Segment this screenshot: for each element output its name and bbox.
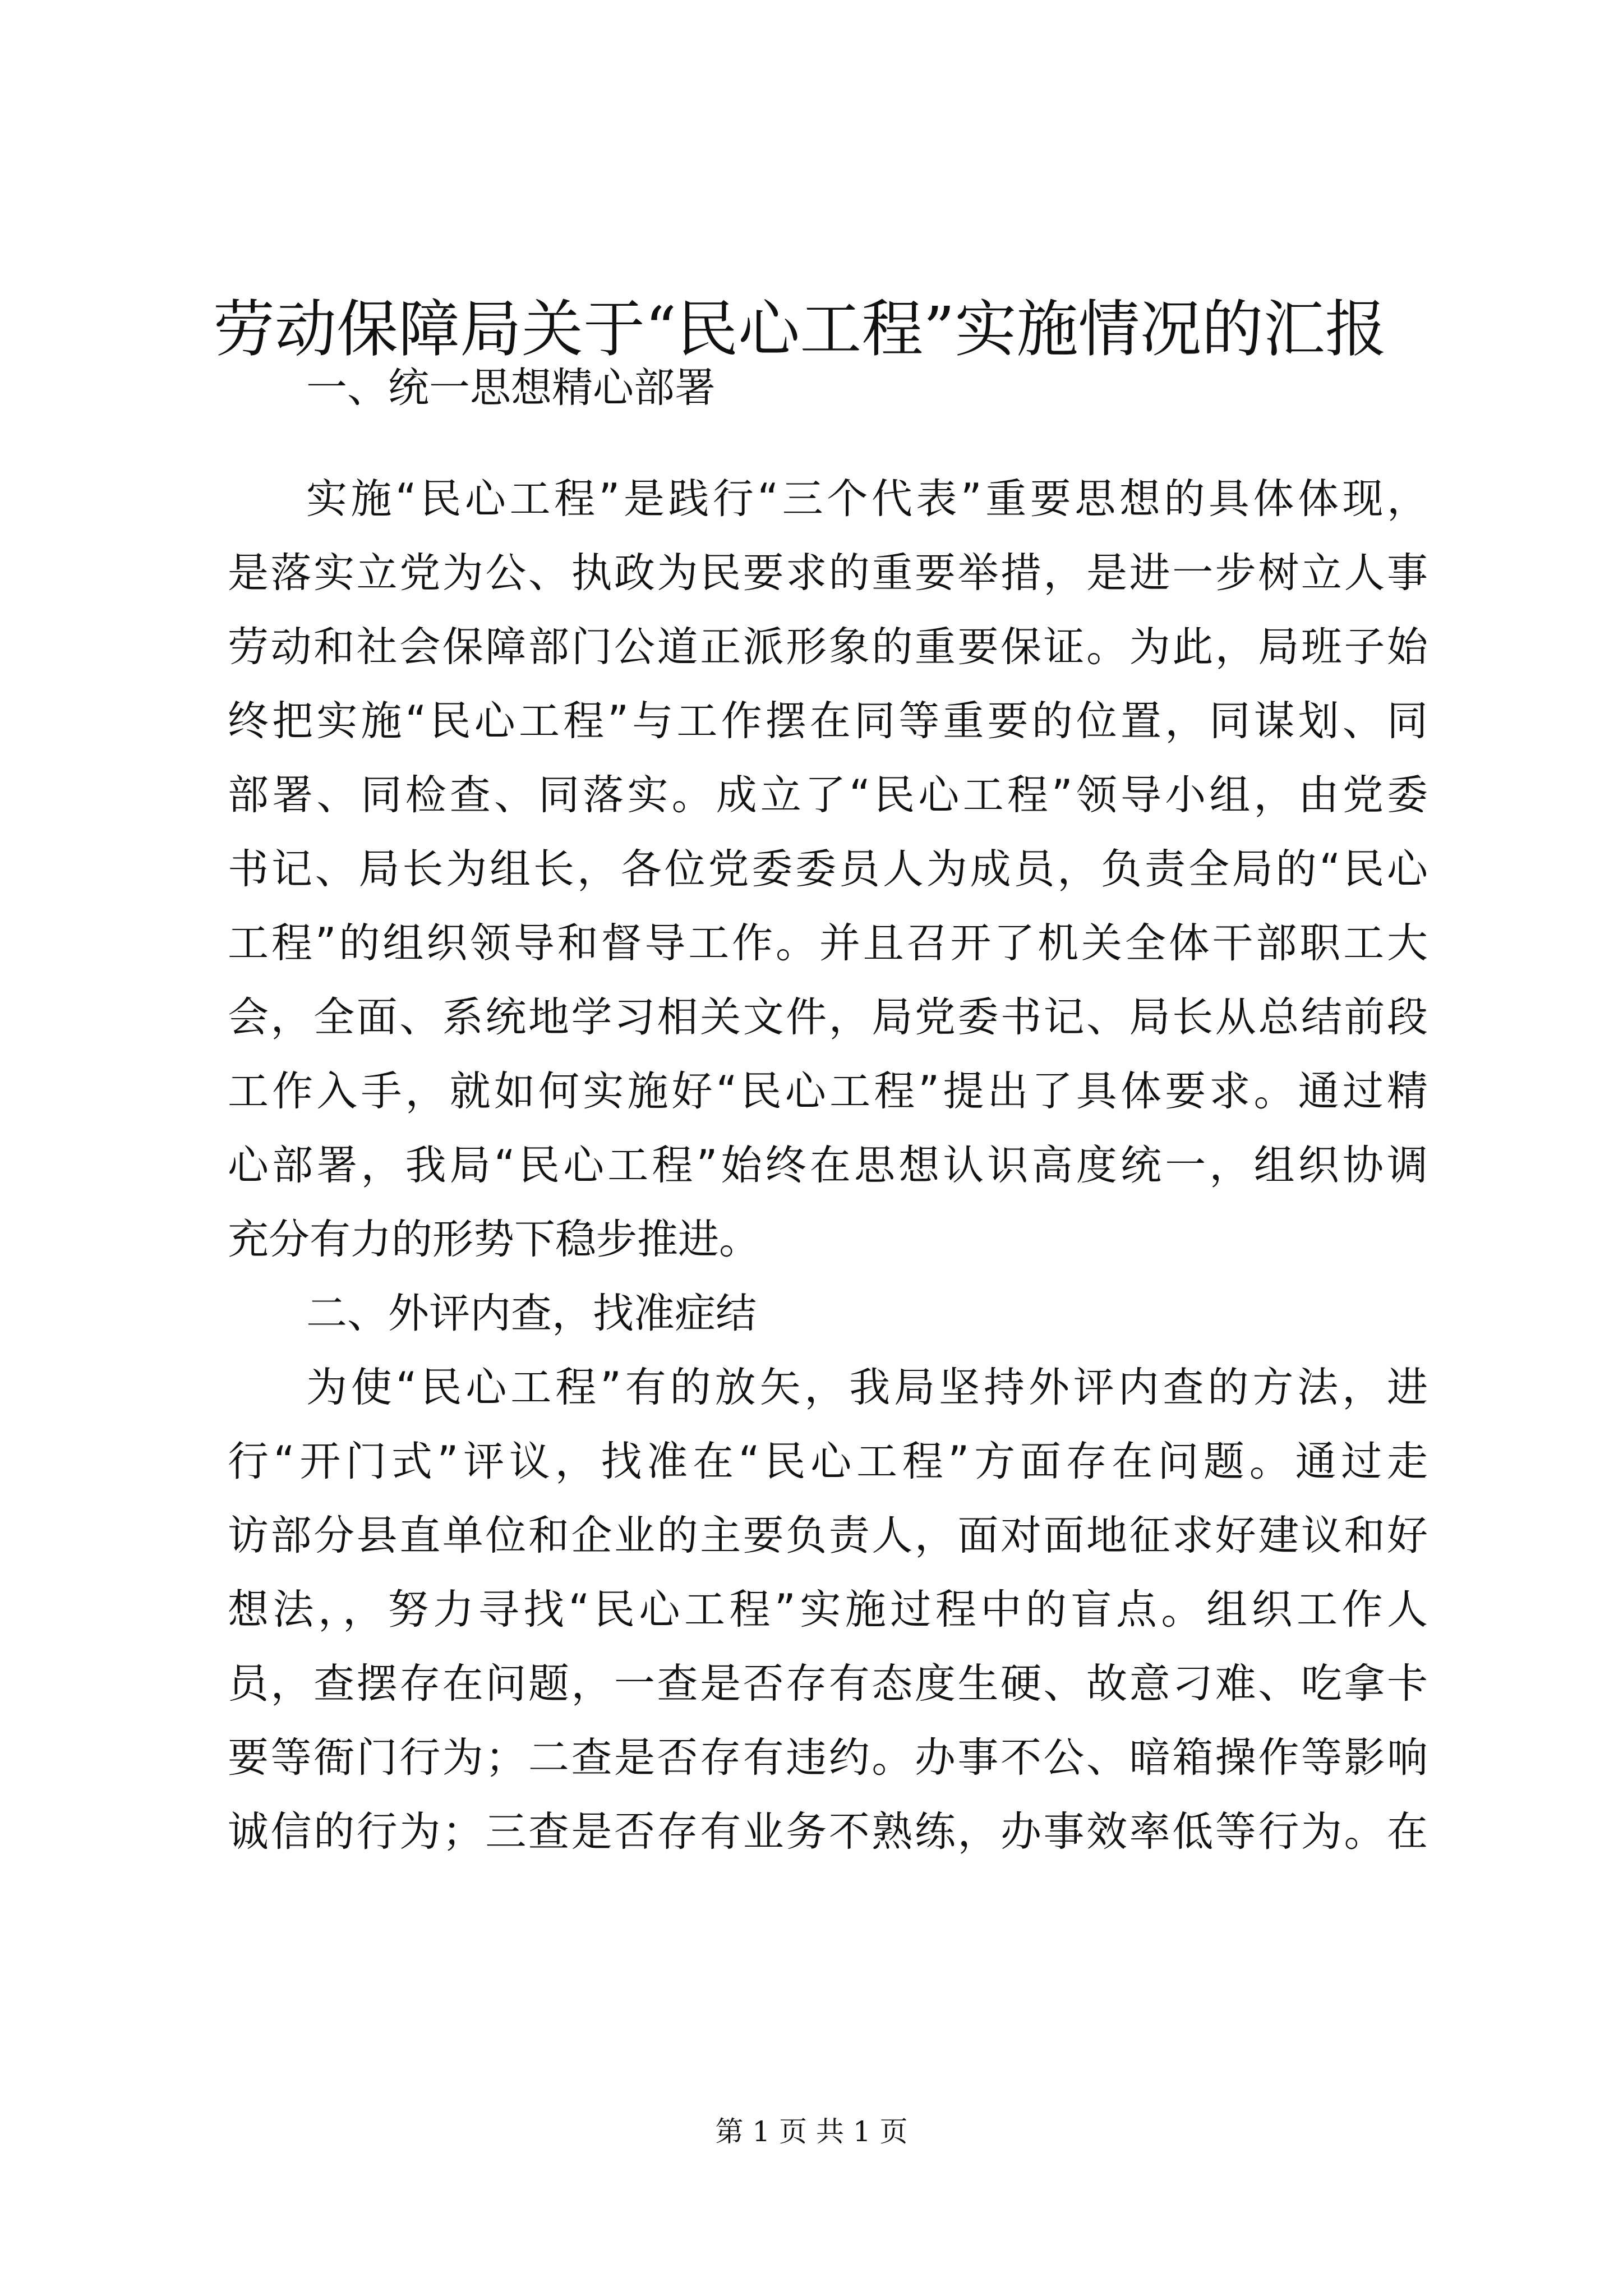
paragraph-line: 是落实立党为公、执政为民要求的重要举措，是进一步树立人事	[228, 549, 1428, 597]
paragraph-line: 充分有力的形势下稳步推进。	[228, 1216, 760, 1263]
paragraph-line: 行“开门式”评议，找准在“民心工程”方面存在问题。通过走	[228, 1438, 1428, 1485]
paragraph-line: 要等衙门行为；二查是否存有违约。办事不公、暗箱操作等影响	[228, 1734, 1428, 1782]
paragraph-line: 实施“民心工程”是践行“三个代表”重要思想的具体体现，	[306, 475, 1428, 523]
section-heading-2: 二、外评内查，找准症结	[306, 1290, 757, 1337]
paragraph-line: 劳动和社会保障部门公道正派形象的重要保证。为此，局班子始	[228, 623, 1428, 671]
paragraph-line: 为使“民心工程”有的放矢，我局坚持外评内查的方法，进	[306, 1364, 1428, 1411]
paragraph-line: 访部分县直单位和企业的主要负责人，面对面地征求好建议和好	[228, 1512, 1428, 1559]
document-title: 劳动保障局关于“民心工程”实施情况的汇报	[213, 293, 1387, 365]
paragraph-line: 工作入手，就如何实施好“民心工程”提出了具体要求。通过精	[228, 1068, 1428, 1115]
paragraph-line: 心部署，我局“民心工程”始终在思想认识高度统一，组织协调	[228, 1142, 1428, 1189]
paragraph-line: 工程”的组织领导和督导工作。并且召开了机关全体干部职工大	[228, 919, 1428, 967]
paragraph-line: 终把实施“民心工程”与工作摆在同等重要的位置，同谋划、同	[228, 697, 1428, 745]
paragraph-line: 想法，，努力寻找“民心工程”实施过程中的盲点。组织工作人	[228, 1586, 1428, 1634]
paragraph-line: 员，查摆存在问题，一查是否存有态度生硬、故意刁难、吃拿卡	[228, 1660, 1428, 1708]
paragraph-line: 书记、局长为组长，各位党委委员人为成员，负责全局的“民心	[228, 845, 1428, 893]
paragraph-line: 部署、同检查、同落实。成立了“民心工程”领导小组，由党委	[228, 771, 1428, 819]
paragraph-line: 诚信的行为；三查是否存有业务不熟练，办事效率低等行为。在	[228, 1808, 1428, 1856]
section-heading-1: 一、统一思想精心部署	[306, 364, 716, 412]
page-number-footer: 第 1 页 共 1 页	[715, 2115, 908, 2148]
paragraph-line: 会，全面、系统地学习相关文件，局党委书记、局长从总结前段	[228, 993, 1428, 1041]
